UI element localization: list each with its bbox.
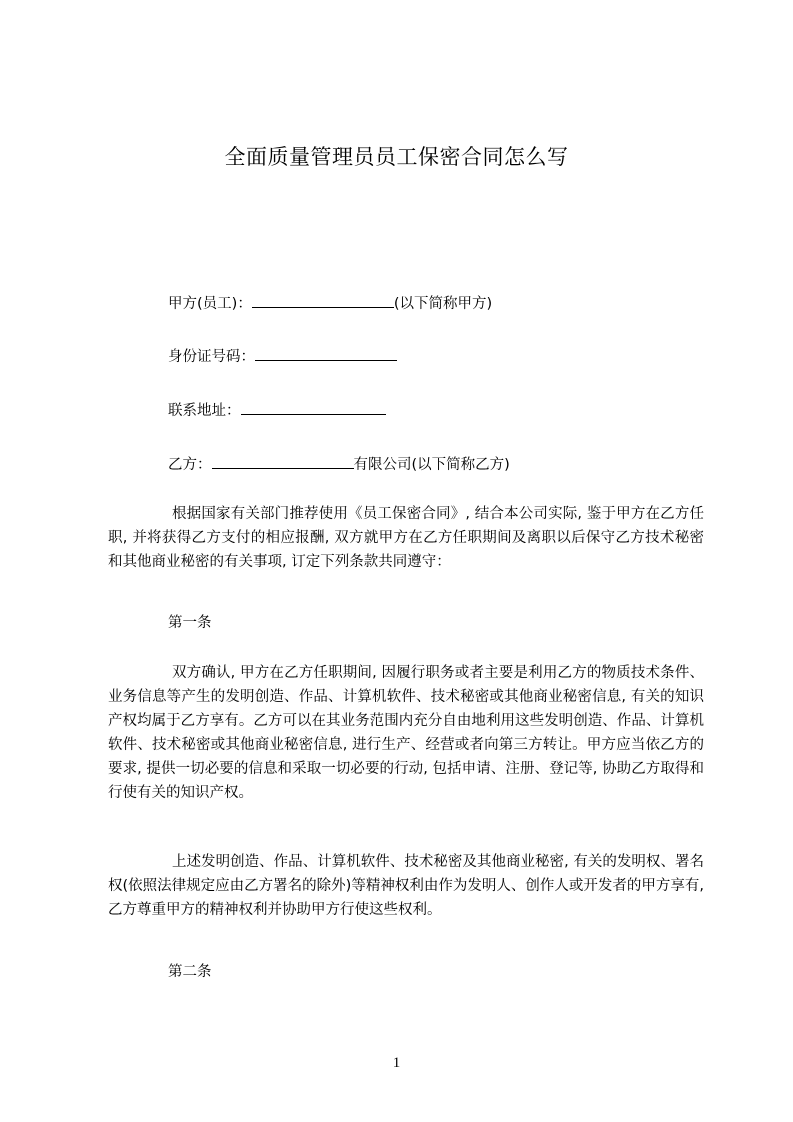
address-line [168,399,386,420]
id-number-blank[interactable] [255,346,397,361]
article-2-heading: 第二条 [168,964,212,980]
party-a-line [168,292,492,313]
article-1-paragraph-2: 上述发明创造、作品、计算机软件、技术秘密及其他商业秘密, 有关的发明权、署名权(依照法律规定应由乙方署名的除外)等精神权利由作为发明人、创作人或开发者的甲方享有, 乙方尊重甲方的精神权利并协助甲方行使这些权利。 [108,854,704,918]
id-number-label: 身份证号码： [168,349,255,365]
article-1-heading: 第一条 [168,615,212,631]
document-title: 全面质量管理员员工保密合同怎么写 [224,145,569,169]
party-a-suffix: (以下简称甲方) [393,296,493,312]
party-b-blank[interactable] [212,454,354,469]
party-b-suffix: 有限公司(以下简称乙方) [353,457,510,473]
page-number: 1 [392,1055,401,1071]
party-b-label: 乙方： [168,457,212,473]
address-label: 联系地址： [168,403,241,419]
id-number-line [168,345,397,366]
party-a-blank[interactable] [252,293,394,308]
party-a-label: 甲方(员工)： [168,296,252,312]
party-b-line [168,453,510,474]
address-blank[interactable] [241,400,386,415]
article-1-paragraph-1: 双方确认, 甲方在乙方任职期间, 因履行职务或者主要是利用乙方的物质技术条件、业务信息等产生的发明创造、作品、计算机软件、技术秘密或其他商业秘密信息, 有关的知识产权均属于乙方享有。乙方可以在其业务范围内充分自由地利用这些发明创造、作品、计算机软件、技术秘密或其他商业秘密信息, 进行生产、经营或者向第三方转让。甲方应当依乙方的要求, 提供一切必要的信息和采取一切必要的行动, 包括申请、注册、登记等, 协助乙方取得和行使有关的知识产权。 [108,665,704,801]
intro-paragraph: 根据国家有关部门推荐使用《员工保密合同》, 结合本公司实际, 鉴于甲方在乙方任职, 并将获得乙方支付的相应报酬, 双方就甲方在乙方任职期间及离职以后保守乙方技术秘密和其他商业秘密的有关事项, 订定下列条款共同遵守： [108,506,704,570]
